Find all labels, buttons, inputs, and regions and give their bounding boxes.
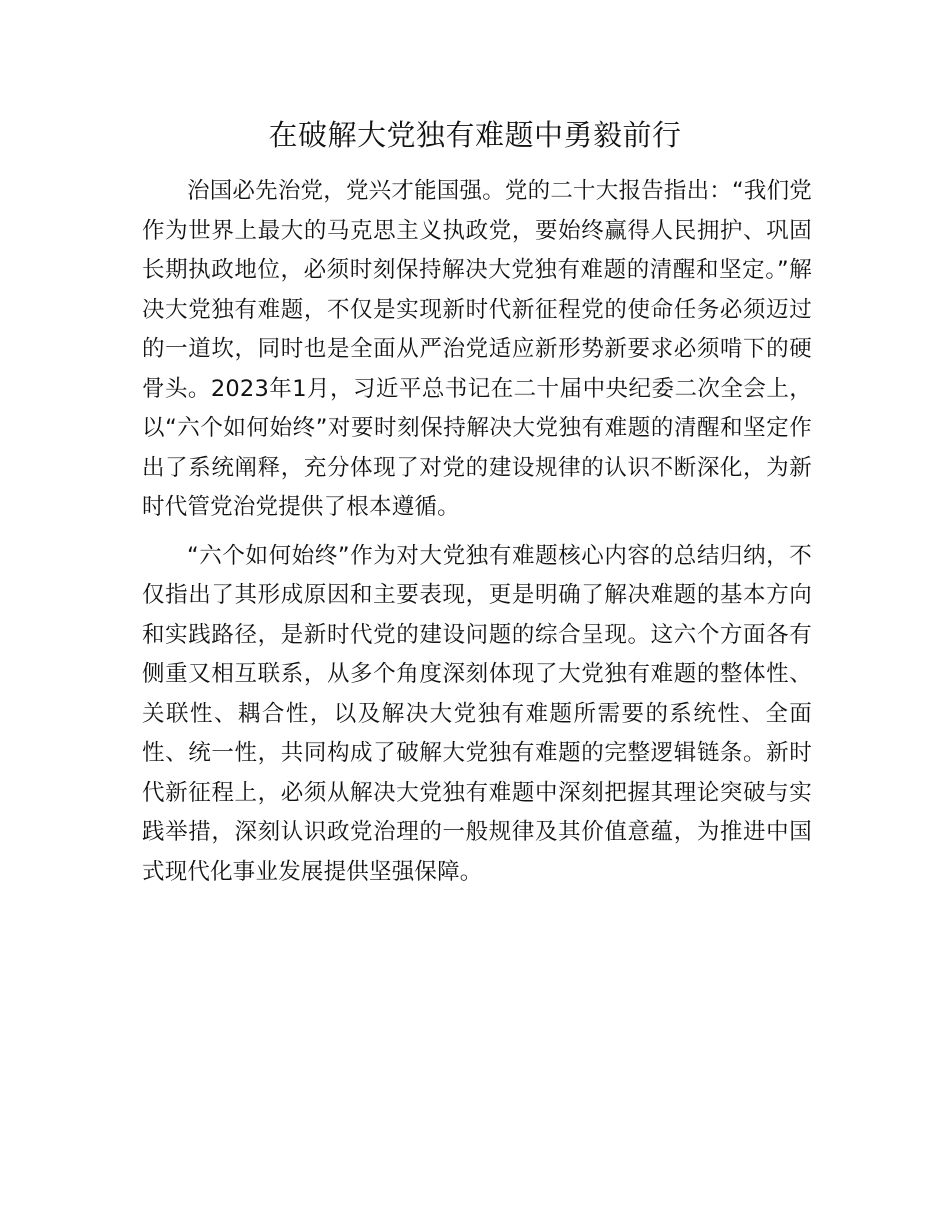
document-body bbox=[142, 172, 812, 901]
document-title: 在破解大党独有难题中勇毅前行 bbox=[268, 118, 682, 152]
paragraph-2: “六个如何始终”作为对大党独有难题核心内容的总结归纳，不仅指出了其形成原因和主要表现，更是明确了解决难题的基本方向和实践路径，是新时代党的建设问题的综合呈现。这六个方面各有侧重又相互联系，从多个角度深刻体现了大党独有难题的整体性、关联性、耦合性，以及解决大党独有难题所需要的系统性、全面性、统一性，共同构成了破解大党独有难题的完整逻辑链条。新时代新征程上，必须从解决大党独有难题中深刻把握其理论突破与实践举措，深刻认识政党治理的一般规律及其价值意蕴，为推进中国式现代化事业发展提供坚强保障。 bbox=[142, 542, 812, 885]
paragraph-1: 治国必先治党，党兴才能国强。党的二十大报告指出：“我们党作为世界上最大的马克思主义执政党，要始终赢得人民拥护、巩固长期执政地位，必须时刻保持解决大党独有难题的清醒和坚定。”解决大党独有难题，不仅是实现新时代新征程党的使命任务必须迈过的一道坎，同时也是全面从严治党适应新形势新要求必须啃下的硬骨头。2023年1月，习近平总书记在二十届中央纪委二次全会上，以“六个如何始终”对要时刻保持解决大党独有难题的清醒和坚定作出了系统阐释，充分体现了对党的建设规律的认识不断深化，为新时代管党治党提供了根本遵循。 bbox=[142, 178, 812, 520]
